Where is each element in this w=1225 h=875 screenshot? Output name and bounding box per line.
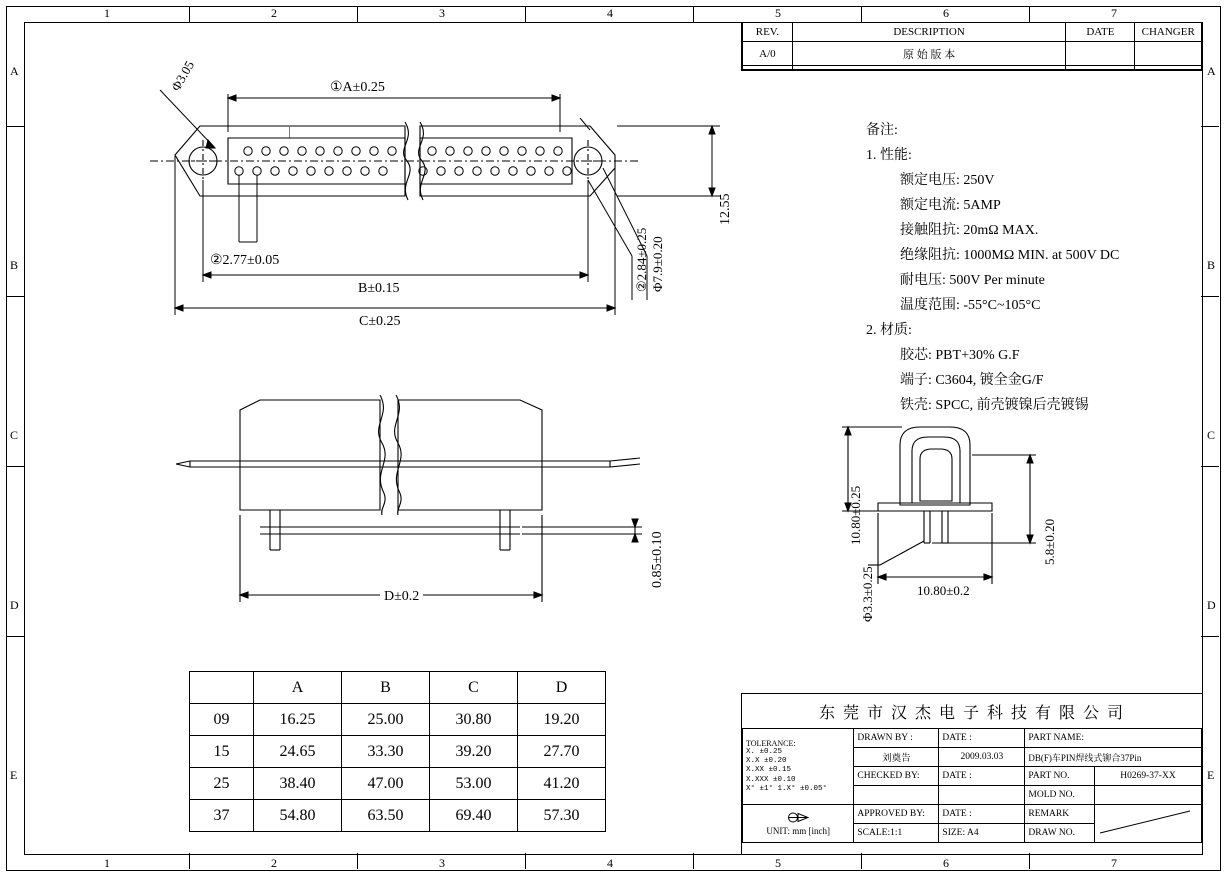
label-dim-5-8: 5.8±0.20	[1042, 518, 1057, 565]
svg-text:—: —	[283, 127, 295, 138]
notes-item-0: 1. 性能:	[866, 148, 912, 163]
zone-tick	[6, 296, 24, 297]
zone-label-top-3: 3	[439, 6, 445, 20]
zone-label-right-e: E	[1207, 768, 1215, 782]
label-dim-2-77: ②2.77±0.05	[210, 253, 280, 268]
table-row	[743, 23, 1202, 42]
zone-label-bottom-7: 7	[1111, 856, 1117, 870]
part-no-value: H0269-37-XX	[1094, 767, 1201, 786]
projection-symbol-icon	[787, 811, 809, 824]
part-name-value: DB(F)车PIN焊线式铆合37Pin	[1025, 748, 1202, 767]
dim-row-25-pins: 25	[190, 768, 254, 800]
tolerance-cell	[743, 729, 854, 805]
label-dim-0-85: 0.85±0.10	[650, 531, 665, 588]
dim-row-15-c: 39.20	[430, 736, 518, 768]
table-row	[190, 672, 606, 704]
zone-label-bottom-5: 5	[775, 856, 781, 870]
zone-tick	[693, 853, 694, 869]
label-dim-c: C±0.25	[355, 314, 405, 330]
remark-value-cell	[1094, 805, 1201, 843]
blank-cell-1	[854, 786, 939, 805]
zone-label-bottom-3: 3	[439, 856, 445, 870]
dim-header-blank	[190, 672, 254, 704]
table-row	[190, 768, 606, 800]
zone-tick	[693, 6, 694, 22]
blank-cell-2	[939, 786, 1025, 805]
label-dim-12-55: 12.55	[718, 193, 733, 225]
zone-tick	[189, 6, 190, 22]
rev-row1-description: 原 始 版 本	[792, 42, 1065, 66]
zone-tick	[6, 636, 24, 637]
dim-row-09-a: 16.25	[254, 704, 342, 736]
unit-label: UNIT: mm [inch]	[766, 825, 830, 836]
zone-label-top-5: 5	[775, 6, 781, 20]
label-dim-3-3: Φ3.3±0.25	[860, 566, 875, 622]
zone-tick	[525, 6, 526, 22]
dim-row-15-d: 27.70	[518, 736, 606, 768]
mold-no-label: MOLD NO.	[1025, 786, 1095, 805]
tolerance-line-0: X. ±0.25	[746, 747, 783, 756]
unit-cell	[743, 805, 854, 843]
dim-row-37-d: 57.30	[518, 800, 606, 832]
notes-item-3: 接触阻抗: 20mΩ MAX.	[900, 223, 1039, 238]
zone-label-bottom-6: 6	[943, 856, 949, 870]
dim-header-b: B	[342, 672, 430, 704]
tolerance-line-1: X.X ±0.20	[746, 756, 787, 765]
zone-tick	[861, 6, 862, 22]
rev-header-changer: CHANGER	[1135, 23, 1202, 42]
dim-header-d: D	[518, 672, 606, 704]
rev-header-rev: REV.	[743, 23, 793, 42]
label-dia-3-05: Φ3.05	[168, 58, 198, 94]
zone-label-left-b: B	[10, 258, 19, 272]
checked-by-label: CHECKED BY:	[854, 767, 939, 786]
zone-tick	[1029, 6, 1030, 22]
rev-row1-date	[1066, 42, 1135, 66]
dim-row-25-c: 53.00	[430, 768, 518, 800]
dim-row-37-b: 63.50	[342, 800, 430, 832]
drawn-by-value: 刘奠告	[854, 748, 939, 767]
dim-row-37-c: 69.40	[430, 800, 518, 832]
dim-row-37-a: 54.80	[254, 800, 342, 832]
notes-item-8: 胶芯: PBT+30% G.F	[900, 348, 1020, 363]
notes-item-6: 温度范围: -55°C~105°C	[900, 298, 1041, 313]
notes-item-9: 端子: C3604, 镀全金G/F	[900, 373, 1044, 388]
zone-label-top-7: 7	[1111, 6, 1117, 20]
label-dim-d: D±0.2	[380, 589, 423, 605]
mold-no-value	[1094, 786, 1201, 805]
label-dim-b: B±0.15	[354, 281, 404, 297]
dim-row-09-d: 19.20	[518, 704, 606, 736]
zone-label-top-4: 4	[607, 6, 613, 20]
table-row	[190, 800, 606, 832]
zone-tick	[357, 6, 358, 22]
table-row	[743, 729, 1202, 748]
zone-label-right-b: B	[1207, 258, 1216, 272]
dim-row-15-pins: 15	[190, 736, 254, 768]
notes-item-10: 铁壳: SPCC, 前壳镀镍后壳镀锡	[900, 398, 1089, 413]
dim-row-09-b: 25.00	[342, 704, 430, 736]
table-row	[190, 736, 606, 768]
tolerance-line-2: X.XX ±0.15	[746, 766, 792, 775]
zone-tick	[6, 466, 24, 467]
label-dim-a: ①A±0.25	[330, 80, 385, 95]
zone-tick	[861, 853, 862, 869]
notes-title: 备注:	[866, 123, 898, 138]
side-view-drawing	[170, 395, 690, 620]
drawn-by-label: DRAWN BY :	[854, 729, 939, 748]
zone-label-left-c: C	[10, 428, 19, 442]
notes-item-5: 耐电压: 500V Per minute	[900, 273, 1045, 288]
rev-row1-rev: A/0	[743, 42, 793, 66]
date-label-2: DATE :	[939, 767, 1025, 786]
dim-header-a: A	[254, 672, 342, 704]
rev-row2-rev	[743, 66, 793, 70]
zone-label-top-1: 1	[104, 6, 110, 20]
zone-label-right-c: C	[1207, 428, 1216, 442]
date-value-1: 2009.03.03	[939, 748, 1025, 767]
dim-row-25-d: 41.20	[518, 768, 606, 800]
tolerance-line-4: X° ±1° 1.X° ±0.05°	[746, 785, 828, 794]
zone-label-right-d: D	[1207, 598, 1216, 612]
part-no-label: PART NO.	[1025, 767, 1095, 786]
approved-by-label: APPROVED BY:	[854, 805, 939, 824]
draw-no-label: DRAW NO.	[1025, 824, 1095, 843]
revision-table	[741, 22, 1202, 71]
zone-tick	[1029, 853, 1030, 869]
zone-tick	[357, 853, 358, 869]
dim-row-25-a: 38.40	[254, 768, 342, 800]
company-name: 东 莞 市 汉 杰 电 子 科 技 有 限 公 司	[742, 694, 1202, 729]
label-dim-7-9: Φ7.9±0.20	[650, 236, 665, 292]
zone-tick	[1201, 296, 1219, 297]
notes-item-1: 额定电压: 250V	[900, 173, 995, 188]
table-row	[743, 42, 1202, 66]
label-dim-2-84: ②2.84±0.25	[634, 227, 649, 292]
table-row	[190, 704, 606, 736]
notes-block	[866, 118, 1119, 418]
dim-row-37-pins: 37	[190, 800, 254, 832]
remark-label: REMARK	[1025, 805, 1095, 824]
rev-row2-description	[792, 66, 1065, 70]
dim-row-15-b: 33.30	[342, 736, 430, 768]
zone-tick	[1201, 466, 1219, 467]
zone-tick	[1201, 126, 1219, 127]
rev-row2-changer	[1135, 66, 1202, 70]
dim-row-09-pins: 09	[190, 704, 254, 736]
date-label-1: DATE :	[939, 729, 1025, 748]
dim-row-15-a: 24.65	[254, 736, 342, 768]
label-dim-10-80-v: 10.80±0.25	[848, 485, 863, 545]
dim-row-25-b: 47.00	[342, 768, 430, 800]
notes-item-2: 额定电流: 5AMP	[900, 198, 1001, 213]
dimension-table	[189, 671, 606, 832]
label-dim-10-80-h: 10.80±0.2	[914, 583, 973, 599]
tolerance-title: TOLERANCE:	[746, 738, 796, 748]
title-block	[741, 693, 1203, 855]
scale-label: SCALE:1:1	[854, 824, 939, 843]
zone-label-bottom-2: 2	[271, 856, 277, 870]
table-row	[743, 66, 1202, 70]
zone-label-top-6: 6	[943, 6, 949, 20]
part-name-label: PART NAME:	[1025, 729, 1202, 748]
rev-header-description: DESCRIPTION	[792, 23, 1065, 42]
table-row	[743, 805, 1202, 824]
zone-tick	[1201, 636, 1219, 637]
zone-label-top-2: 2	[271, 6, 277, 20]
zone-label-right-a: A	[1207, 64, 1216, 78]
notes-item-7: 2. 材质:	[866, 323, 912, 338]
zone-label-bottom-4: 4	[607, 856, 613, 870]
rev-row1-changer	[1135, 42, 1202, 66]
zone-tick	[189, 853, 190, 869]
zone-tick	[6, 126, 24, 127]
dim-row-09-c: 30.80	[430, 704, 518, 736]
size-label: SIZE: A4	[939, 824, 1025, 843]
tolerance-line-3: X.XXX ±0.10	[746, 775, 796, 784]
zone-label-left-a: A	[10, 64, 19, 78]
rev-header-date: DATE	[1066, 23, 1135, 42]
zone-label-left-e: E	[10, 768, 18, 782]
zone-label-bottom-1: 1	[104, 856, 110, 870]
zone-tick	[525, 853, 526, 869]
dim-header-c: C	[430, 672, 518, 704]
diagonal-strike-icon	[1098, 807, 1194, 837]
date-label-3: DATE :	[939, 805, 1025, 824]
zone-label-left-d: D	[10, 598, 19, 612]
front-view-drawing	[120, 60, 740, 350]
notes-item-4: 绝缘阻抗: 1000MΩ MIN. at 500V DC	[900, 248, 1120, 263]
rev-row2-date	[1066, 66, 1135, 70]
